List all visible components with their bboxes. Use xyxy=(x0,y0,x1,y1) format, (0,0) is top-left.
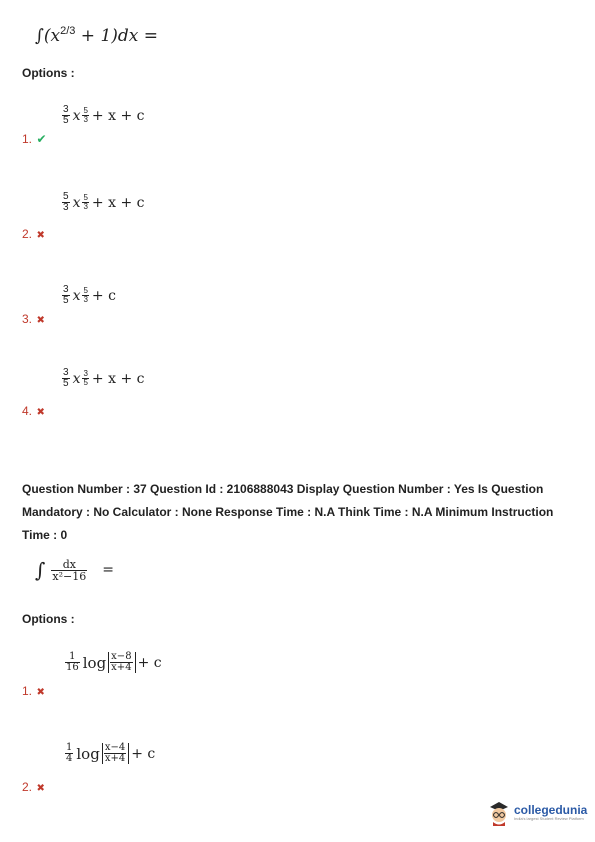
q2-expression: ∫ $\frac{dx}{\text{x²−16}}$ = xyxy=(35,557,114,583)
q2-option-label xyxy=(22,778,45,796)
option-tail: + c xyxy=(91,287,116,304)
q2-integral-den: x²−16 xyxy=(52,569,87,583)
coef-num: 1 xyxy=(66,742,73,753)
option-number: 4. xyxy=(22,404,33,418)
q2-meta-line-3: Time : 0 xyxy=(22,528,68,542)
coef-den: 4 xyxy=(66,753,73,764)
cross-icon: ✖ xyxy=(36,687,45,698)
coef-num: 1 xyxy=(69,651,76,662)
coef-num: 5 xyxy=(63,191,69,202)
coef-den: 5 xyxy=(63,378,69,389)
option-number: 2. xyxy=(22,780,33,794)
cross-icon: ✖ xyxy=(36,783,45,794)
q1-option-label xyxy=(22,130,47,148)
option-number: 1. xyxy=(22,684,33,698)
coef-den: 5 xyxy=(63,295,69,306)
option-number: 1. xyxy=(22,132,33,146)
abs-den: x+4 xyxy=(111,662,132,673)
option-tail: + x + c xyxy=(91,370,145,387)
q2-option-expression xyxy=(65,743,155,764)
logo-name: collegedunia xyxy=(514,803,588,818)
option-tail: + c xyxy=(131,745,156,762)
q1-expression: ∫(x2/3 + 1)dx = xyxy=(35,25,159,46)
q1-option-expression: $\frac{3}{5}$ x $\frac{3}{5}$ + x + c xyxy=(63,367,145,389)
logo-tagline: India's largest Student Review Platform xyxy=(514,816,584,822)
option-number: 3. xyxy=(22,312,33,326)
exp-den: 5 xyxy=(83,378,88,387)
cross-icon: ✖ xyxy=(36,230,45,241)
coef-num: 3 xyxy=(63,104,69,115)
exp-den: 3 xyxy=(83,115,88,124)
option-tail: + x + c xyxy=(91,194,145,211)
q1-option-expression: $\frac{3}{5}$ x $\frac{5}{3}$ + c xyxy=(63,284,116,306)
q2-equals: = xyxy=(102,562,114,578)
exp-num: 5 xyxy=(83,286,88,295)
coef-num: 3 xyxy=(63,367,69,378)
q1-option-expression: $\frac{5}{3}$ x $\frac{5}{3}$ + x + c xyxy=(63,191,145,213)
q1-option-label xyxy=(22,225,45,243)
q2-option-expression xyxy=(65,652,162,673)
cross-icon: ✖ xyxy=(36,315,45,326)
q2-option-label xyxy=(22,682,45,700)
log-text: log xyxy=(76,744,100,763)
option-tail: + x + c xyxy=(91,107,145,124)
option-number: 2. xyxy=(22,227,33,241)
exp-num: 5 xyxy=(83,106,88,115)
q1-option-expression: $\frac{3}{5}$ x $\frac{5}{3}$ + x + c xyxy=(63,104,145,126)
option-tail: + c xyxy=(137,654,162,671)
q2-options-heading: Options : xyxy=(22,612,75,626)
coef-den: 5 xyxy=(63,115,69,126)
coef-den: 3 xyxy=(63,202,69,213)
coef-num: 3 xyxy=(63,284,69,295)
cross-icon: ✖ xyxy=(36,407,45,418)
log-text: log xyxy=(82,653,107,672)
abs-num: x−8 xyxy=(111,651,132,662)
abs-den: x+4 xyxy=(104,753,126,764)
collegedunia-logo xyxy=(488,800,587,826)
abs-num: x−4 xyxy=(104,742,126,753)
q1-option-label xyxy=(22,310,45,328)
exp-den: 3 xyxy=(83,295,88,304)
q2-integral-num: dx xyxy=(62,557,76,571)
coef-den: 16 xyxy=(66,662,79,673)
q1-option-label xyxy=(22,402,45,420)
q1-options-heading: Options : xyxy=(22,66,75,80)
q2-meta xyxy=(22,478,582,547)
q2-meta-line-1: Question Number : 37 Question Id : 2106888043 Display Question Number : Yes Is Question xyxy=(22,482,544,496)
mascot-icon xyxy=(488,800,510,826)
exp-num: 5 xyxy=(83,193,88,202)
exp-den: 3 xyxy=(83,202,88,211)
exp-num: 3 xyxy=(83,369,88,378)
q2-meta-line-2: Mandatory : No Calculator : None Response Time : N.A Think Time : N.A Minimum Instruction xyxy=(22,505,554,519)
check-icon: ✔ xyxy=(36,132,47,146)
